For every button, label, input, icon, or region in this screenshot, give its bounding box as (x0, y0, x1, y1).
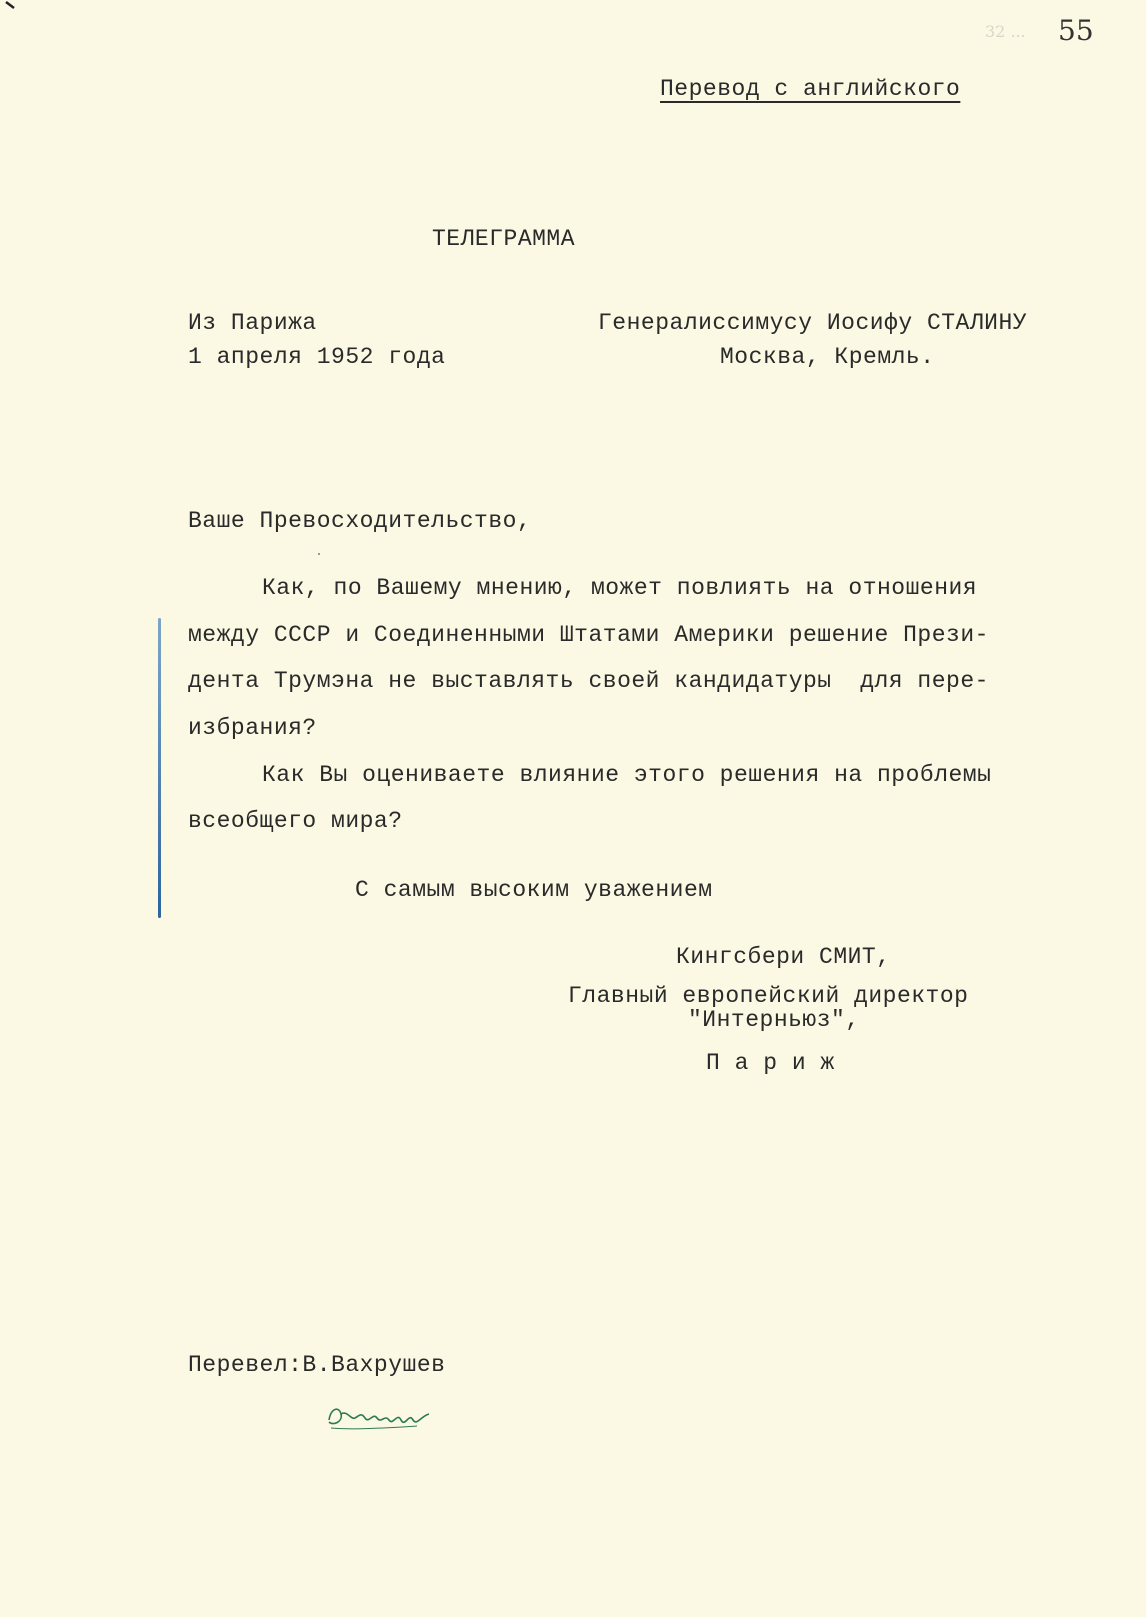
paragraph1-line1: Как, по Вашему мнению, может повлиять на отношения (262, 575, 978, 601)
sender-date: 1 апреля 1952 года (188, 344, 446, 370)
salutation: Ваше Превосходительство, (188, 508, 532, 534)
translation-note: Перевод с английского (660, 76, 961, 102)
signer-name: Кингсбери СМИТ, (676, 944, 891, 970)
paragraph1-line2: между СССР и Соединенными Штатами Америки решение Прези- (188, 622, 989, 648)
paragraph1-line4: избрания? (188, 715, 317, 741)
handwritten-signature-icon (325, 1398, 435, 1438)
translator-line: Перевел:В.Вахрушев (188, 1352, 446, 1378)
page-number: 55 (1058, 14, 1094, 47)
closing-line: С самым высоким уважением (355, 877, 713, 903)
document-title: ТЕЛЕГРАММА (432, 226, 576, 252)
sender-origin: Из Парижа (188, 310, 317, 336)
recipient-name: Генералиссимусу Иосифу СТАЛИНУ (598, 310, 1028, 336)
recipient-address: Москва, Кремль. (720, 344, 935, 370)
signer-agency: "Интерньюз", (688, 1007, 860, 1033)
faint-archive-number: 32 ... (985, 22, 1026, 41)
signer-title: Главный европейский директор (568, 983, 969, 1009)
signer-city: П а р и ж (706, 1050, 835, 1076)
paragraph2-line1: Как Вы оцениваете влияние этого решения на проблемы (262, 762, 992, 788)
ink-speck (318, 553, 320, 555)
paragraph2-line2: всеобщего мира? (188, 808, 403, 834)
paragraph1-line3: дента Трумэна не выставлять своей кандидатуры для пере- (188, 668, 989, 694)
margin-pencil-mark (158, 618, 161, 918)
corner-mark-icon (4, 0, 24, 14)
